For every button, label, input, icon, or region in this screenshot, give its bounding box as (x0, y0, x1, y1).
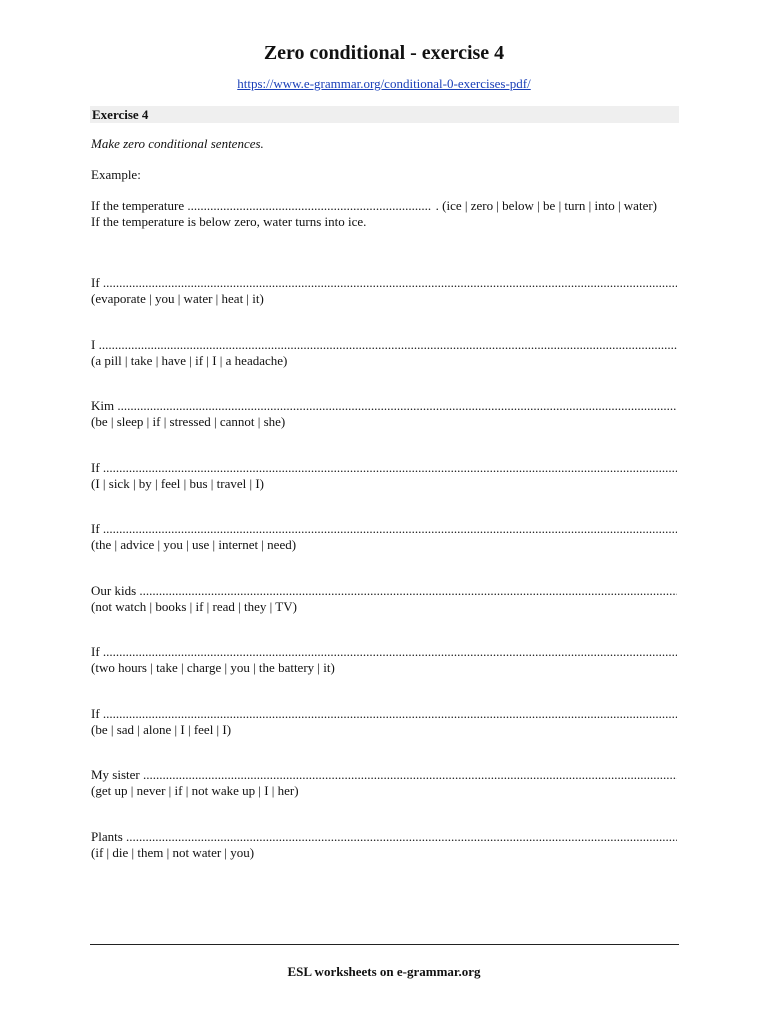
exercise-item (91, 521, 677, 553)
exercise-item (91, 829, 677, 861)
exercise-item (91, 337, 677, 369)
sentence-start: If (91, 521, 100, 536)
answer-blank[interactable] (103, 644, 677, 660)
word-hint: (be | sleep | if | stressed | cannot | she) (91, 414, 286, 429)
sentence-start: If (91, 275, 100, 290)
answer-blank[interactable] (99, 337, 677, 353)
exercise-item (91, 644, 677, 676)
example-prompt (91, 198, 677, 214)
sentence-start: If (91, 644, 100, 659)
answer-blank[interactable] (103, 275, 677, 291)
answer-line[interactable] (91, 398, 677, 414)
answer-blank[interactable] (103, 460, 677, 476)
example-blank (187, 198, 432, 214)
answer-blank[interactable] (139, 583, 677, 599)
word-hint: (if | die | them | not water | you) (91, 845, 255, 860)
exercise-item (91, 706, 677, 738)
exercise-item (91, 460, 677, 492)
example-words: . (ice | zero | below | be | turn | into | water) (435, 198, 657, 213)
word-hint: (be | sad | alone | I | feel | I) (91, 722, 232, 737)
answer-line[interactable] (91, 460, 677, 476)
word-hint: (two hours | take | charge | you | the battery | it) (91, 660, 335, 675)
exercise-item (91, 583, 677, 615)
sentence-start: My sister (91, 767, 140, 782)
exercise-heading: Exercise 4 (90, 106, 679, 123)
sentence-start: Kim (91, 398, 115, 413)
word-hint: (the | advice | you | use | internet | need) (91, 537, 297, 552)
answer-line[interactable] (91, 275, 677, 291)
answer-line[interactable] (91, 767, 677, 783)
answer-line[interactable] (91, 644, 677, 660)
answer-blank[interactable] (103, 706, 677, 722)
example-answer: If the temperature is below zero, water turns into ice. (91, 214, 367, 229)
example-label: Example: (91, 167, 141, 182)
sentence-start: If (91, 460, 100, 475)
source-link[interactable]: https://www.e-grammar.org/conditional-0-exercises-pdf/ (237, 76, 531, 91)
sentence-start: Plants (91, 829, 123, 844)
sentence-start: If (91, 706, 100, 721)
answer-line[interactable] (91, 337, 677, 353)
answer-line[interactable] (91, 583, 677, 599)
word-hint: (I | sick | by | feel | bus | travel | I) (91, 476, 265, 491)
sentence-start: I (91, 337, 96, 352)
footer-text: ESL worksheets on e-grammar.org (287, 964, 481, 979)
answer-blank[interactable] (103, 521, 677, 537)
answer-line[interactable] (91, 521, 677, 537)
instruction-text: Make zero conditional sentences. (91, 136, 264, 151)
word-hint: (a pill | take | have | if | I | a headache) (91, 353, 288, 368)
page-title: Zero conditional - exercise 4 (263, 42, 505, 64)
example-start: If the temperature (91, 198, 185, 213)
word-hint: (not watch | books | if | read | they | TV) (91, 599, 297, 614)
sentence-start: Our kids (91, 583, 137, 598)
exercise-item (91, 275, 677, 307)
answer-blank[interactable] (117, 398, 677, 414)
answer-blank[interactable] (126, 829, 677, 845)
answer-line[interactable] (91, 829, 677, 845)
answer-blank[interactable] (143, 767, 677, 783)
exercise-item (91, 398, 677, 430)
word-hint: (get up | never | if | not wake up | I | her) (91, 783, 299, 798)
answer-line[interactable] (91, 706, 677, 722)
exercise-item (91, 767, 677, 799)
footer-divider (90, 944, 679, 945)
word-hint: (evaporate | you | water | heat | it) (91, 291, 264, 306)
